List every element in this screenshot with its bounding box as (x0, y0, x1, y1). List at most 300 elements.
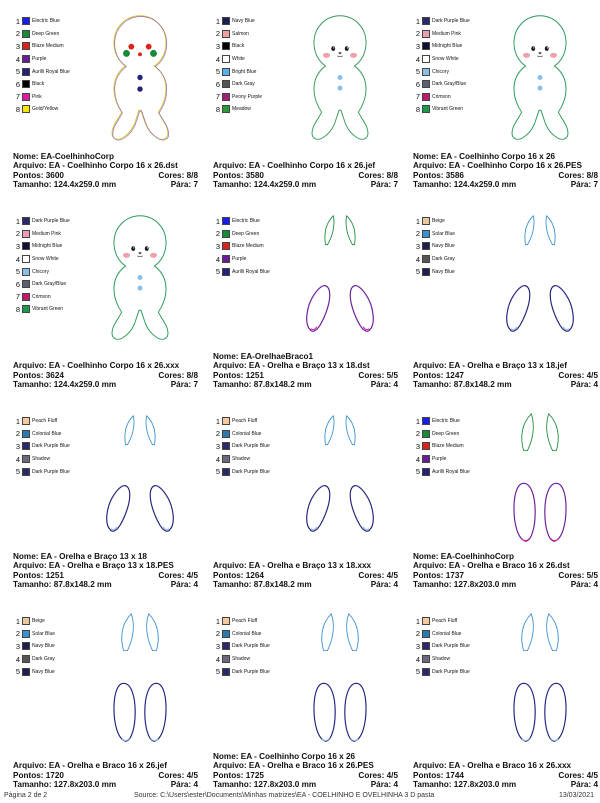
info-right: Cores: 4/5 (158, 570, 198, 580)
bunny-body-design (295, 10, 385, 145)
legend-item (413, 103, 508, 116)
thread-name: Electric Blue (432, 418, 460, 425)
thread-name: Deep Green (432, 430, 460, 437)
design-info (413, 152, 598, 190)
info-left: Pontos: 1247 (413, 370, 464, 380)
color-swatch (222, 455, 230, 463)
design-card (3, 400, 198, 592)
legend-number: 8 (15, 104, 20, 114)
legend-number: 5 (415, 667, 420, 677)
info-line (213, 761, 398, 771)
thread-name: White (232, 56, 245, 63)
thread-name: Dark Gray (432, 256, 455, 263)
legend-number: 1 (15, 16, 20, 26)
legend-item (13, 291, 108, 304)
color-swatch (422, 17, 430, 25)
legend-number: 8 (215, 104, 220, 114)
thread-name: Navy Blue (32, 668, 55, 675)
info-line (413, 361, 598, 371)
legend-number: 1 (215, 416, 220, 426)
legend-item (13, 665, 108, 678)
legend-number: 7 (415, 92, 420, 102)
legend-number: 3 (215, 41, 220, 51)
info-right: Pára: 4 (370, 580, 398, 590)
design-card (403, 0, 598, 192)
info-left: Pontos: 3580 (213, 170, 264, 180)
thread-name: Purple (32, 56, 47, 63)
legend-item (13, 28, 108, 41)
thread-name: Navy Blue (432, 243, 455, 250)
thread-name: Snow White (32, 256, 59, 263)
legend-number: 4 (215, 254, 220, 264)
info-right: Cores: 8/8 (158, 370, 198, 380)
legend-number: 1 (415, 616, 420, 626)
color-swatch (22, 442, 30, 450)
legend-item (213, 465, 308, 478)
info-left: Nome: EA-OrelhaeBraco1 (213, 351, 314, 361)
color-legend (213, 215, 308, 278)
legend-item (413, 465, 508, 478)
thread-name: Dark Gray/Blue (432, 81, 467, 88)
thread-name: Dark Gray (32, 656, 55, 663)
info-line (413, 761, 598, 771)
info-line (413, 161, 598, 171)
color-swatch (422, 642, 430, 650)
thread-name: Bright Blue (232, 68, 257, 75)
info-line (13, 171, 198, 181)
thread-name: Peony Purple (232, 93, 263, 100)
legend-item (413, 415, 508, 428)
legend-number: 5 (215, 467, 220, 477)
print-date: 13/03/2021 (558, 792, 594, 799)
page-number: Página 2 de 2 (4, 792, 48, 799)
legend-item (413, 15, 508, 28)
legend-number: 2 (215, 229, 220, 239)
legend-item (213, 78, 308, 91)
info-line (13, 371, 198, 381)
info-left: Pontos: 3624 (13, 370, 64, 380)
color-swatch (22, 617, 30, 625)
color-swatch (222, 430, 230, 438)
legend-number: 3 (415, 241, 420, 251)
color-swatch (222, 417, 230, 425)
color-legend (413, 415, 508, 478)
thread-name: Colonial Blue (232, 630, 262, 637)
info-line (213, 161, 398, 171)
legend-number: 5 (415, 467, 420, 477)
info-left: Pontos: 1725 (213, 770, 264, 780)
info-left: Pontos: 1737 (413, 570, 464, 580)
thread-name: Vibrant Green (32, 306, 64, 313)
ears-and-arms-design (495, 410, 585, 545)
legend-item (213, 65, 308, 78)
color-legend (13, 15, 108, 116)
legend-item (213, 91, 308, 104)
info-line (213, 571, 398, 581)
info-right: Cores: 8/8 (558, 170, 598, 180)
info-left: Tamanho: 124.4x259.0 mm (13, 180, 117, 190)
thread-name: Aurilli Royal Blue (432, 468, 470, 475)
legend-number: 8 (15, 304, 20, 314)
thread-name: Blaze Medium (32, 43, 64, 50)
thread-name: Aurilli Royal Blue (32, 68, 70, 75)
legend-item (413, 53, 508, 66)
legend-item (13, 40, 108, 53)
legend-item (13, 453, 108, 466)
design-info (413, 552, 598, 590)
info-line (413, 780, 598, 790)
legend-item (213, 240, 308, 253)
legend-item (13, 53, 108, 66)
legend-item (413, 91, 508, 104)
legend-item (413, 253, 508, 266)
info-right: Cores: 4/5 (358, 570, 398, 580)
legend-number: 5 (15, 467, 20, 477)
thread-name: Beige (432, 218, 445, 225)
thread-name: Deep Green (32, 30, 60, 37)
info-line (413, 580, 598, 590)
legend-item (13, 253, 108, 266)
legend-item (213, 415, 308, 428)
info-line (213, 371, 398, 381)
legend-number: 3 (15, 41, 20, 51)
color-swatch (222, 242, 230, 250)
ears-and-arms-design (295, 610, 385, 745)
color-swatch (22, 293, 30, 301)
legend-number: 1 (415, 416, 420, 426)
thread-name: Shadow (432, 656, 451, 663)
thread-name: Colonial Blue (432, 630, 462, 637)
info-right: Pára: 7 (570, 180, 598, 190)
legend-number: 3 (15, 641, 20, 651)
bunny-body-design (95, 10, 185, 145)
info-right: Cores: 8/8 (358, 170, 398, 180)
design-card (403, 200, 598, 392)
legend-item (213, 653, 308, 666)
legend-number: 5 (215, 67, 220, 77)
legend-number: 3 (215, 441, 220, 451)
thread-name: Colonial Blue (232, 430, 262, 437)
thread-name: Navy Blue (32, 643, 55, 650)
thread-name: Blaze Medium (232, 243, 264, 250)
color-swatch (422, 105, 430, 113)
legend-item (13, 303, 108, 316)
info-right: Pára: 4 (570, 780, 598, 790)
legend-item (213, 40, 308, 53)
legend-number: 2 (415, 629, 420, 639)
design-card (203, 200, 398, 392)
design-info (213, 752, 398, 790)
color-swatch (22, 655, 30, 663)
legend-number: 4 (415, 254, 420, 264)
legend-number: 2 (15, 229, 20, 239)
legend-item (213, 215, 308, 228)
info-line (413, 561, 598, 571)
legend-number: 2 (215, 429, 220, 439)
legend-number: 4 (215, 654, 220, 664)
legend-number: 5 (215, 267, 220, 277)
info-line (213, 780, 398, 790)
bunny-body-design (495, 10, 585, 145)
thread-name: Dark Purple Blue (232, 643, 270, 650)
thread-name: Crimson (432, 93, 451, 100)
info-left: Arquivo: EA - Orelha e Braço 13 x 18.xxx (213, 561, 372, 571)
legend-item (213, 615, 308, 628)
legend-item (413, 615, 508, 628)
legend-number: 7 (15, 292, 20, 302)
thread-name: Blaze Medium (432, 443, 464, 450)
info-line (413, 380, 598, 390)
color-swatch (422, 668, 430, 676)
thread-name: Peach Fluff (232, 418, 258, 425)
legend-item (213, 228, 308, 241)
design-info (213, 561, 398, 590)
info-right: Pára: 4 (370, 780, 398, 790)
legend-number: 4 (415, 654, 420, 664)
info-left: Arquivo: EA - Orelha e Braco 16 x 26.PES (213, 761, 374, 771)
legend-number: 4 (15, 654, 20, 664)
info-line (213, 171, 398, 181)
info-left: Pontos: 1264 (213, 570, 264, 580)
legend-item (213, 665, 308, 678)
legend-number: 6 (415, 79, 420, 89)
legend-number: 2 (15, 29, 20, 39)
info-left: Pontos: 1744 (413, 770, 464, 780)
thread-name: Meadow (232, 106, 251, 113)
legend-item (413, 665, 508, 678)
color-swatch (222, 68, 230, 76)
color-swatch (422, 617, 430, 625)
thread-name: Dark Gray/Blue (32, 281, 67, 288)
legend-number: 3 (415, 441, 420, 451)
legend-number: 6 (15, 79, 20, 89)
info-left: Arquivo: EA - Orelha e Braço 13 x 18.PES (13, 561, 174, 571)
color-swatch (222, 617, 230, 625)
legend-item (13, 265, 108, 278)
legend-item (13, 628, 108, 641)
design-info (213, 161, 398, 190)
legend-number: 5 (15, 67, 20, 77)
legend-number: 3 (415, 641, 420, 651)
design-card (403, 600, 598, 792)
design-card (3, 600, 198, 792)
info-left: Arquivo: EA - Coelhinho Corpo 16 x 26.xxx (13, 361, 180, 371)
color-swatch (22, 30, 30, 38)
legend-item (213, 265, 308, 278)
legend-number: 2 (15, 629, 20, 639)
thread-name: Dark Gray (232, 81, 255, 88)
legend-item (413, 240, 508, 253)
color-swatch (222, 655, 230, 663)
legend-number: 3 (415, 41, 420, 51)
legend-item (413, 65, 508, 78)
color-swatch (222, 30, 230, 38)
legend-item (13, 65, 108, 78)
thread-name: Navy Blue (432, 268, 455, 275)
thread-name: Chicory (32, 268, 49, 275)
info-left: Nome: EA - Coelhinho Corpo 16 x 26 (413, 151, 556, 161)
info-left: Nome: EA-CoelhinhoCorp (413, 551, 514, 561)
legend-item (13, 465, 108, 478)
color-swatch (22, 417, 30, 425)
info-left: Tamanho: 124.4x259.0 mm (413, 180, 517, 190)
color-swatch (222, 630, 230, 638)
legend-item (413, 628, 508, 641)
color-swatch (222, 42, 230, 50)
color-swatch (422, 430, 430, 438)
thread-name: Shadow (232, 456, 251, 463)
legend-number: 5 (415, 67, 420, 77)
color-legend (13, 415, 108, 478)
color-swatch (22, 280, 30, 288)
info-left: Pontos: 1251 (13, 570, 64, 580)
info-line (13, 552, 198, 562)
info-left: Pontos: 3600 (13, 170, 64, 180)
thread-name: Black (32, 81, 45, 88)
color-swatch (422, 268, 430, 276)
color-swatch (22, 105, 30, 113)
legend-number: 4 (15, 454, 20, 464)
info-line (13, 180, 198, 190)
legend-item (413, 228, 508, 241)
color-swatch (222, 17, 230, 25)
color-swatch (422, 630, 430, 638)
ears-and-arms-design (295, 410, 385, 545)
info-line (213, 771, 398, 781)
design-card (3, 200, 198, 392)
info-line (13, 161, 198, 171)
info-left: Tamanho: 87.8x148.2 mm (213, 380, 312, 390)
design-info (213, 352, 398, 390)
legend-item (213, 103, 308, 116)
info-right: Pára: 4 (570, 380, 598, 390)
thread-name: Solar Blue (32, 630, 56, 637)
legend-item (13, 615, 108, 628)
info-line (413, 771, 598, 781)
info-line (213, 561, 398, 571)
info-right: Pára: 4 (570, 580, 598, 590)
legend-number: 3 (15, 441, 20, 451)
thread-name: Dark Purple Blue (32, 468, 70, 475)
info-left: Pontos: 3586 (413, 170, 464, 180)
info-left: Arquivo: EA - Orelha e Braco 16 x 26.jef (13, 761, 167, 771)
info-left: Arquivo: EA - Orelha e Braço 13 x 18.dst (213, 361, 370, 371)
legend-item (413, 215, 508, 228)
thread-name: Electric Blue (232, 218, 260, 225)
legend-number: 7 (15, 92, 20, 102)
legend-number: 2 (15, 429, 20, 439)
info-left: Tamanho: 124.4x259.0 mm (13, 380, 117, 390)
thread-name: Peach Fluff (432, 618, 458, 625)
legend-item (13, 415, 108, 428)
design-info (13, 552, 198, 590)
info-left: Arquivo: EA - Orelha e Braco 16 x 26.xxx (413, 761, 572, 771)
info-left: Pontos: 1720 (13, 770, 64, 780)
thread-name: Vibrant Green (432, 106, 464, 113)
info-left: Arquivo: EA - Coelhinho Corpo 16 x 26.dst (13, 161, 178, 171)
legend-item (213, 453, 308, 466)
thread-name: Purple (432, 456, 447, 463)
info-left: Nome: EA - Coelhinho Corpo 16 x 26 (213, 751, 356, 761)
color-swatch (422, 30, 430, 38)
legend-item (213, 53, 308, 66)
legend-number: 1 (15, 216, 20, 226)
thread-name: Shadow (232, 656, 251, 663)
legend-number: 5 (15, 667, 20, 677)
info-left: Arquivo: EA - Coelhinho Corpo 16 x 26.PES (413, 161, 582, 171)
legend-number: 2 (415, 429, 420, 439)
info-right: Pára: 7 (170, 380, 198, 390)
legend-number: 1 (215, 216, 220, 226)
ears-and-arms-design (495, 610, 585, 745)
legend-number: 2 (215, 629, 220, 639)
color-swatch (422, 42, 430, 50)
info-line (413, 180, 598, 190)
info-left: Tamanho: 87.8x148.2 mm (13, 580, 112, 590)
legend-item (13, 103, 108, 116)
legend-item (413, 265, 508, 278)
legend-item (213, 15, 308, 28)
legend-number: 1 (415, 216, 420, 226)
thread-name: Midnight Blue (32, 243, 63, 250)
color-swatch (22, 668, 30, 676)
info-left: Tamanho: 127.8x203.0 mm (213, 780, 317, 790)
info-line (213, 352, 398, 362)
color-swatch (222, 105, 230, 113)
thread-name: Dark Purple Blue (32, 443, 70, 450)
color-legend (413, 615, 508, 678)
legend-number: 3 (15, 241, 20, 251)
color-swatch (22, 93, 30, 101)
info-right: Cores: 4/5 (358, 770, 398, 780)
color-swatch (22, 17, 30, 25)
legend-item (13, 653, 108, 666)
color-swatch (22, 68, 30, 76)
color-legend (413, 215, 508, 278)
design-info (13, 361, 198, 390)
color-swatch (422, 468, 430, 476)
legend-item (413, 453, 508, 466)
info-left: Nome: EA-CoelhinhoCorp (13, 151, 114, 161)
color-swatch (222, 217, 230, 225)
info-right: Cores: 8/8 (158, 170, 198, 180)
ears-and-arms-design (95, 610, 185, 745)
color-swatch (222, 642, 230, 650)
thread-name: Colonial Blue (32, 430, 62, 437)
info-line (213, 380, 398, 390)
thread-name: Black (232, 43, 245, 50)
info-line (213, 361, 398, 371)
color-swatch (422, 655, 430, 663)
color-legend (413, 15, 508, 116)
design-card (203, 0, 398, 192)
color-swatch (22, 630, 30, 638)
page-footer (0, 790, 600, 803)
legend-item (13, 91, 108, 104)
legend-item (213, 440, 308, 453)
color-swatch (222, 468, 230, 476)
thread-name: Beige (32, 618, 45, 625)
legend-item (13, 428, 108, 441)
color-swatch (22, 255, 30, 263)
thread-name: Dark Purple Blue (232, 468, 270, 475)
info-line (213, 752, 398, 762)
color-legend (213, 15, 308, 116)
thread-name: Snow White (432, 56, 459, 63)
legend-item (13, 640, 108, 653)
legend-number: 2 (415, 29, 420, 39)
color-swatch (22, 242, 30, 250)
